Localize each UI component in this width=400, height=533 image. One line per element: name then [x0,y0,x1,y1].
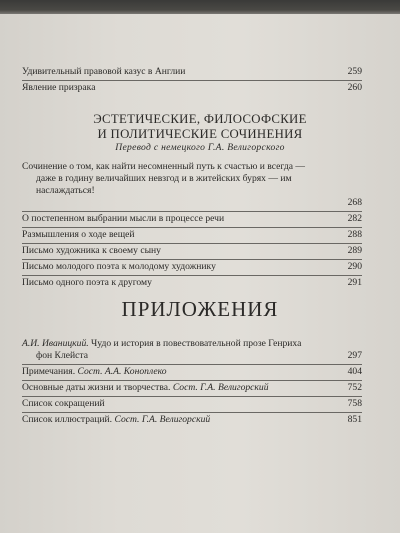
separator [22,243,362,244]
section-subtitle: Перевод с немецкого Г.А. Велигорского [115,142,285,153]
toc-entry-multiline [22,161,362,208]
toc-entry-title [22,366,322,378]
toc-entry [22,261,362,273]
toc-entry [22,277,362,289]
toc-entry [22,66,362,78]
separator [22,211,362,212]
toc-entry-title: Письмо одного поэта к другому [22,277,152,288]
toc-entry-multiline [22,338,362,362]
toc-entry-title-line1: Чудо и история в повествовательной прозе Генриха [88,338,302,349]
toc-entry-page: 282 [347,213,362,224]
toc-entry-page: 851 [347,414,362,425]
toc-entry-title-line2: даже в годину величайших невзгод и в житейских бурях — им [36,173,292,184]
toc-entry-title [22,414,322,426]
toc-entry-page: 290 [347,261,362,272]
separator [22,227,362,228]
toc-entry-page: 288 [347,229,362,240]
toc-entry-title [22,382,322,394]
toc-entry [22,414,362,426]
toc-entry-page: 752 [347,382,362,393]
toc-entry [22,229,362,241]
toc-entry [22,366,362,378]
appendix-heading: ПРИЛОЖЕНИЯ [121,297,279,321]
toc-entry [22,382,362,394]
toc-entry-author: А.И. Иваницкий. [22,338,89,349]
toc-entry-page: 297 [347,350,362,361]
separator [22,275,362,276]
toc-entry [22,245,362,257]
separator [22,259,362,260]
toc-entry-title: Список сокращений [22,398,105,409]
toc-entry [22,398,362,410]
toc-entry-page: 260 [347,82,362,93]
toc-entry-title: Письмо художника к своему сыну [22,245,161,256]
toc-entry-title: Письмо молодого поэта к молодому художнику [22,261,216,272]
toc-entry-compiler: Сост. Г.А. Велигорский [114,414,211,425]
toc-entry-title-text: Примечания. [22,366,78,377]
toc-entry-title-line2: фон Клейста [36,350,88,361]
toc-entry-title: О постепенном выбрании мысли в процессе речи [22,213,225,224]
toc-entry-title: Явление призрака [22,82,96,93]
toc-entry-compiler: Сост. А.А. Коноплеко [77,366,167,377]
toc-entry [22,82,362,94]
separator [22,412,362,413]
toc-entry-page: 259 [347,66,362,77]
separator [22,80,362,81]
toc-entry-page: 268 [347,197,362,208]
toc-entry-page: 758 [347,398,362,409]
separator [22,380,362,381]
toc-entry-title-line3: наслаждаться! [36,185,95,196]
toc-entry-title [22,338,362,350]
toc-entry-title: Удивительный правовой казус в Англии [22,66,186,77]
toc-entry-page: 289 [347,245,362,256]
toc-entry [22,213,362,225]
toc-entry-title: Размышления о ходе вещей [22,229,135,240]
toc-entry-page: 291 [347,277,362,288]
toc-entry-title-text: Основные даты жизни и творчества. [22,382,173,393]
toc-entry-title-text: Список иллюстраций. [22,414,115,425]
toc-entry-compiler: Сост. Г.А. Велигорский [172,382,269,393]
separator [22,396,362,397]
section-heading-line1: ЭСТЕТИЧЕСКИЕ, ФИЛОСОФСКИЕ [93,112,307,126]
toc-entry-page: 404 [347,366,362,377]
toc-entry-title-line1: Сочинение о том, как найти несомненный путь к счастью и всегда — [22,161,305,172]
section-heading-line2: И ПОЛИТИЧЕСКИЕ СОЧИНЕНИЯ [97,127,303,141]
separator [22,364,362,365]
